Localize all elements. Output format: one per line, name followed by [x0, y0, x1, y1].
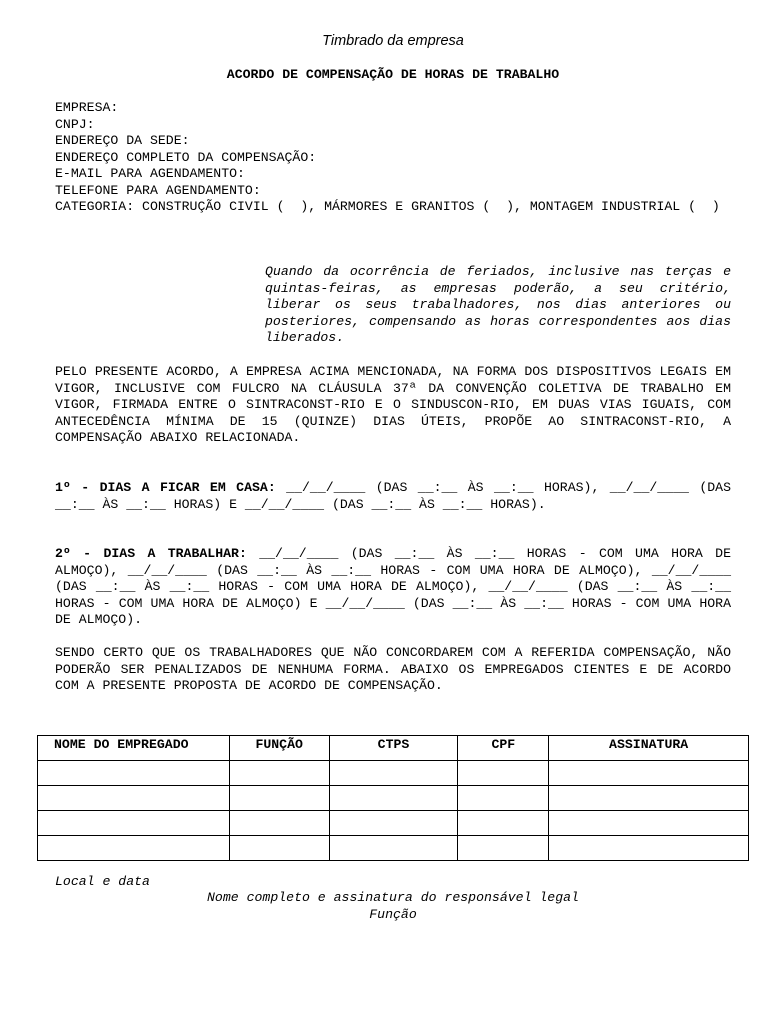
table-cell[interactable]: [549, 786, 749, 811]
header-employee-name: NOME DO EMPREGADO: [38, 736, 230, 761]
header-cpf: CPF: [458, 736, 549, 761]
table-cell[interactable]: [329, 786, 458, 811]
company-fields: [55, 100, 745, 216]
letterhead: Timbrado da empresa: [322, 33, 464, 49]
table-cell[interactable]: [329, 761, 458, 786]
days-work-paragraph: [55, 546, 731, 629]
table-cell[interactable]: [38, 811, 230, 836]
local-and-date: Local e data: [55, 874, 150, 889]
table-cell[interactable]: [458, 786, 549, 811]
table-cell[interactable]: [549, 761, 749, 786]
days-work-text: __/__/____ (DAS __:__ ÀS __:__ HORAS - COM UMA HORA DE ALMOÇO), __/__/____ (DAS __:__ ÀS __:__ HORAS - COM UMA HORA DE ALMOÇO), __/__/____ (DAS __:__ ÀS __:__ HORAS - COM UMA HORA DE ALMOÇO), __/__/____ (DAS __:__ ÀS __:__ HORAS - COM UMA HORA DE ALMOÇO) E __/__/____ (DAS __:__ ÀS __:__ HORAS - COM UMA HORA DE ALMOÇO).: [55, 546, 731, 627]
field-scheduling-phone: TELEFONE PARA AGENDAMENTO:: [55, 182, 261, 198]
header-function: FUNÇÃO: [229, 736, 329, 761]
table-cell[interactable]: [38, 786, 230, 811]
signature-line: Nome completo e assinatura do responsável legal: [207, 890, 579, 905]
employee-table: [37, 735, 749, 861]
agreement-paragraph: PELO PRESENTE ACORDO, A EMPRESA ACIMA MENCIONADA, NA FORMA DOS DISPOSITIVOS LEGAIS EM VIGOR, INCLUSIVE COM FULCRO NA CLÁUSULA 37ª DA CONVENÇÃO COLETIVA DE TRABALHO EM VIGOR, FIRMADA ENTRE O SINTRACONST-RIO E O SINDUSCON-RIO, EM DUAS VIAS IGUAIS, COM ANTECEDÊNCIA MÍNIMA DE 15 (QUINZE) DIAS ÚTEIS, PROPÕE AO SINTRACONST-RIO, A COMPENSAÇÃO ABAIXO RELACIONADA.: [55, 364, 731, 445]
table-cell[interactable]: [38, 836, 230, 861]
header-signature: ASSINATURA: [549, 736, 749, 761]
table-cell[interactable]: [229, 786, 329, 811]
field-compensation-address: ENDEREÇO COMPLETO DA COMPENSAÇÃO:: [55, 149, 317, 165]
field-cnpj: CNPJ:: [55, 116, 95, 132]
table-row: [38, 811, 749, 836]
table-cell[interactable]: [329, 836, 458, 861]
table-cell[interactable]: [458, 811, 549, 836]
table-cell[interactable]: [229, 836, 329, 861]
days-work-label: 2º - DIAS A TRABALHAR:: [55, 546, 247, 561]
table-row: [38, 836, 749, 861]
signer-function: Função: [369, 907, 417, 922]
header-ctps: CTPS: [329, 736, 458, 761]
days-home-label: 1º - DIAS A FICAR EM CASA:: [55, 480, 276, 495]
table-cell[interactable]: [229, 761, 329, 786]
table-cell[interactable]: [549, 811, 749, 836]
table-cell[interactable]: [549, 836, 749, 861]
table-cell[interactable]: [458, 761, 549, 786]
table-row: [38, 761, 749, 786]
holiday-quote: Quando da ocorrência de feriados, inclusive nas terças e quintas-feiras, as empresas poderão, a seu critério, liberar os seus trabalhadores, nos dias anteriores ou posteriores, compensando as horas correspondentes aos dias liberados.: [265, 264, 731, 345]
field-headquarters-address: ENDEREÇO DA SEDE:: [55, 133, 190, 148]
table-header-row: [38, 736, 749, 761]
disagreement-paragraph: SENDO CERTO QUE OS TRABALHADORES QUE NÃO CONCORDAREM COM A REFERIDA COMPENSAÇÃO, NÃO PODERÃO SER PENALIZADOS DE NENHUMA FORMA. ABAIXO OS EMPREGADOS CIENTES E DE ACORDO COM A PRESENTE PROPOSTA DE ACORDO DE COMPENSAÇÃO.: [55, 645, 731, 693]
days-home-paragraph: [55, 480, 731, 513]
document-title: ACORDO DE COMPENSAÇÃO DE HORAS DE TRABALHO: [226, 67, 560, 82]
table-row: [38, 786, 749, 811]
field-company: EMPRESA:: [55, 100, 119, 115]
field-category: CATEGORIA: CONSTRUÇÃO CIVIL ( ), MÁRMORES E GRANITOS ( ), MONTAGEM INDUSTRIAL ( ): [55, 199, 720, 214]
table-cell[interactable]: [329, 811, 458, 836]
table-cell[interactable]: [458, 836, 549, 861]
days-home-text: __/__/____ (DAS __:__ ÀS __:__ HORAS), __/__/____ (DAS __:__ ÀS __:__ HORAS) E __/__/____ (DAS __:__ ÀS __:__ HORAS).: [55, 480, 731, 512]
table-cell[interactable]: [38, 761, 230, 786]
table-cell[interactable]: [229, 811, 329, 836]
field-scheduling-email: E-MAIL PARA AGENDAMENTO:: [55, 166, 245, 181]
